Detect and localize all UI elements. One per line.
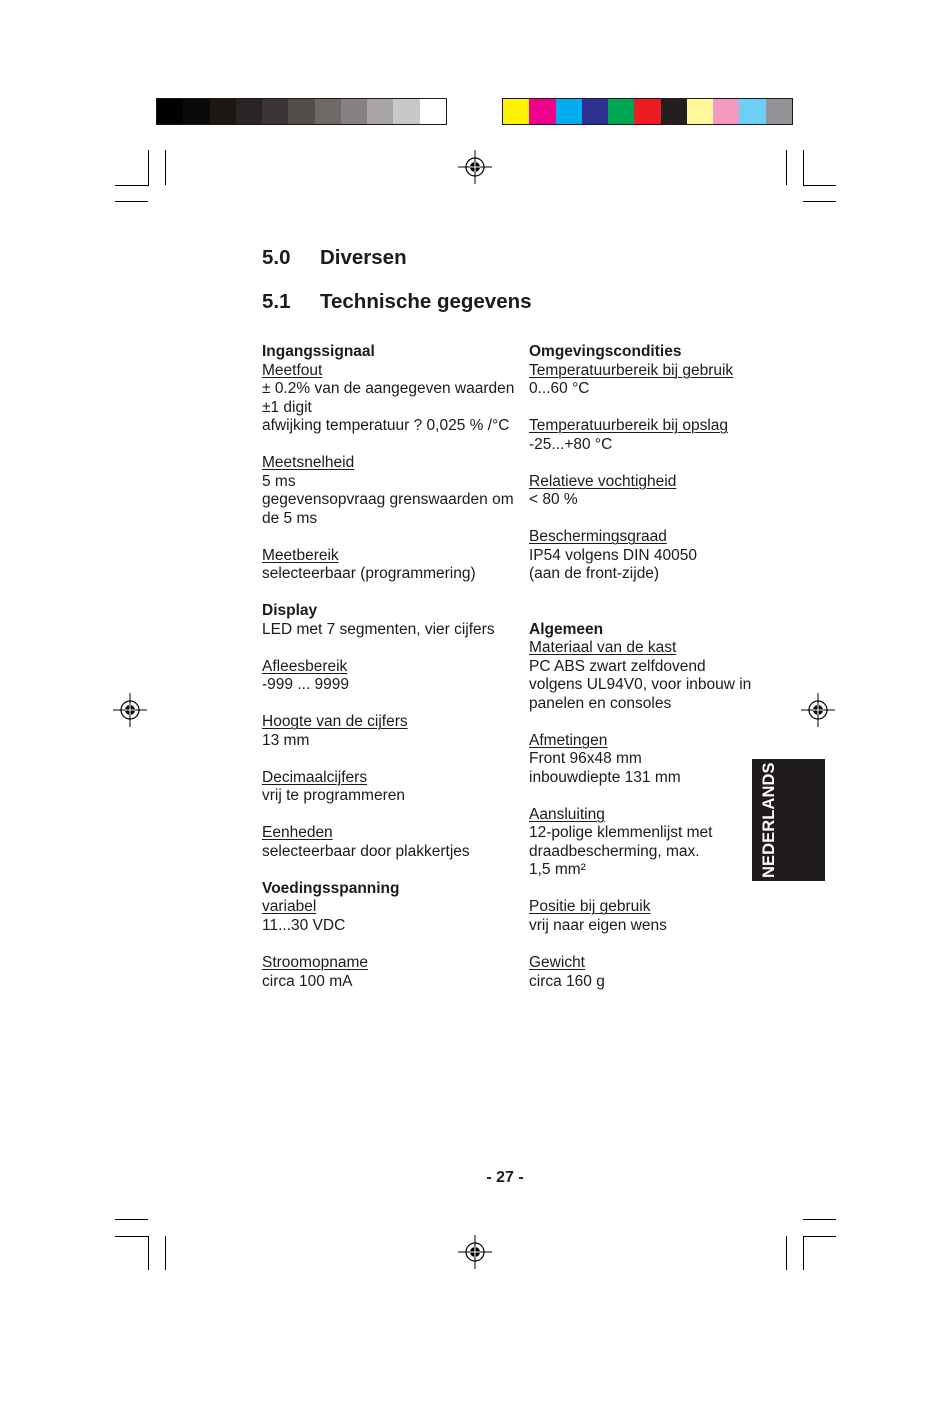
spec-item-afleesbereik [262, 658, 524, 695]
spec-label-temperatuur-opslag: Temperatuurbereik bij opslag [529, 417, 729, 435]
spec-label-stroomopname: Stroomopname [262, 954, 368, 972]
color-swatch [210, 99, 236, 124]
color-swatch [739, 99, 765, 124]
color-swatch [608, 99, 634, 124]
spec-label-hoogte-van-de-cijfers: Hoogte van de cijfers [262, 713, 408, 731]
spec-item-materiaal [529, 639, 751, 713]
spec-label-positie: Positie bij gebruik [529, 898, 651, 916]
right-spec-column [529, 343, 751, 991]
registration-mark-icon [457, 149, 493, 185]
spec-label-materiaal: Materiaal van de kast [529, 639, 677, 657]
spec-item-temperatuur-opslag [529, 417, 751, 454]
crop-mark-bottom-left [115, 1237, 149, 1271]
section-number: 5.0 [262, 246, 291, 269]
spec-item-meetfout [262, 362, 524, 436]
section-title-voedingsspanning: Voedingsspanning [262, 879, 400, 897]
color-swatch [393, 99, 419, 124]
spec-value: inbouwdiepte 131 mm [529, 768, 681, 786]
spec-value: panelen en consoles [529, 694, 672, 712]
spec-item-afmetingen [529, 732, 751, 788]
spec-value: (aan de front-zijde) [529, 565, 660, 583]
section-title-omgevingscondities: Omgevingscondities [529, 343, 682, 360]
spec-label-variabel: variabel [262, 898, 317, 916]
spec-value: de 5 ms [262, 509, 318, 527]
language-tab [752, 759, 825, 881]
spec-label-relatieve-vochtigheid: Relatieve vochtigheid [529, 472, 677, 490]
spec-value: ± 0.2% van de aangegeven waarden [262, 380, 515, 398]
spec-item-temperatuur-gebruik [529, 362, 751, 399]
spec-value: < 80 % [529, 491, 578, 509]
section-title-ingangssignaal: Ingangssignaal [262, 343, 375, 360]
spec-label-temperatuur-gebruik: Temperatuurbereik bij gebruik [529, 361, 734, 379]
left-spec-column [262, 343, 524, 991]
color-swatch [556, 99, 582, 124]
color-swatch [503, 99, 529, 124]
spec-item-eenheden [262, 824, 524, 861]
spec-value: selecteerbaar door plakkertjes [262, 842, 470, 860]
spec-label-afleesbereik: Afleesbereik [262, 657, 348, 675]
spec-label-meetfout: Meetfout [262, 361, 323, 379]
spec-value: IP54 volgens DIN 40050 [529, 546, 698, 564]
spec-value: 5 ms [262, 472, 296, 490]
section-number: 5.1 [262, 290, 291, 313]
language-tab-label: NEDERLANDS [760, 762, 778, 878]
spec-item-meetbereik [262, 547, 524, 584]
spec-item-gewicht [529, 954, 751, 991]
spec-item-stroomopname [262, 954, 524, 991]
crop-mark-bottom-right [804, 1237, 837, 1271]
color-swatch [529, 99, 555, 124]
spec-value: -999 ... 9999 [262, 676, 350, 694]
spec-item-beschermingsgraad [529, 528, 751, 584]
spec-value: LED met 7 segmenten, vier cijfers [262, 620, 495, 638]
section-algemeen [529, 621, 751, 991]
spec-item-display-type [262, 621, 524, 640]
spec-label-aansluiting: Aansluiting [529, 805, 605, 823]
spec-label-afmetingen: Afmetingen [529, 731, 608, 749]
spec-item-decimaalcijfers [262, 769, 524, 806]
spec-value: ±1 digit [262, 398, 312, 416]
section-title: Diversen [320, 246, 407, 269]
spec-item-relatieve-vochtigheid [529, 473, 751, 510]
spec-label-gewicht: Gewicht [529, 954, 585, 972]
registration-mark-icon [457, 1234, 493, 1270]
spec-value: 1,5 mm² [529, 861, 586, 879]
color-swatch [713, 99, 739, 124]
spec-value: selecteerbaar (programmering) [262, 565, 476, 583]
color-swatch [687, 99, 713, 124]
spec-value: draadbescherming, max. [529, 842, 700, 860]
color-swatch [341, 99, 367, 124]
color-swatch [157, 99, 183, 124]
spec-value: Front 96x48 mm [529, 750, 642, 768]
section-display [262, 602, 524, 861]
registration-mark-icon [800, 692, 836, 728]
section-omgevingscondities [529, 343, 751, 584]
spec-value: 13 mm [262, 731, 310, 749]
registration-mark-icon [112, 692, 148, 728]
spec-value: vrij naar eigen wens [529, 917, 667, 934]
spec-value: 12-polige klemmenlijst met [529, 824, 713, 842]
color-swatch [183, 99, 209, 124]
color-swatch [420, 99, 446, 124]
spec-label-beschermingsgraad: Beschermingsgraad [529, 528, 667, 546]
section-voedingsspanning [262, 880, 524, 991]
color-swatch [236, 99, 262, 124]
color-swatch [367, 99, 393, 124]
spec-item-aansluiting [529, 806, 751, 880]
spec-value: circa 160 g [529, 972, 605, 990]
spec-item-positie [529, 898, 751, 935]
color-swatch [582, 99, 608, 124]
gray-scale-calibration-bar [156, 98, 447, 125]
spec-value: volgens UL94V0, voor inbouw in [529, 676, 752, 694]
section-ingangssignaal [262, 343, 524, 584]
spec-value: 0...60 °C [529, 380, 590, 398]
spec-label-decimaalcijfers: Decimaalcijfers [262, 768, 368, 786]
spec-value: 11...30 VDC [262, 916, 346, 934]
spec-value: circa 100 mA [262, 972, 353, 990]
spec-value: -25...+80 °C [529, 435, 613, 453]
spec-value: gegevensopvraag grenswaarden om [262, 491, 514, 509]
spec-label-eenheden: Eenheden [262, 824, 333, 842]
section-title-algemeen: Algemeen [529, 620, 604, 638]
spec-value: afwijking temperatuur ? 0,025 % /°C [262, 417, 510, 435]
color-swatch [634, 99, 660, 124]
color-swatch [288, 99, 314, 124]
color-swatch [766, 99, 792, 124]
color-calibration-bar [502, 98, 793, 125]
color-swatch [315, 99, 341, 124]
section-title-display: Display [262, 602, 318, 620]
spec-label-meetsnelheid: Meetsnelheid [262, 454, 355, 472]
crop-mark-top-right [804, 150, 837, 186]
crop-mark-top-left [115, 150, 149, 186]
section-title: Technische gegevens [320, 290, 532, 313]
spec-item-meetsnelheid [262, 454, 524, 528]
spec-value: vrij te programmeren [262, 787, 405, 805]
color-swatch [661, 99, 687, 124]
spec-item-variabel [262, 898, 524, 935]
page-number: - 27 - [486, 1169, 524, 1186]
spec-item-hoogte-van-de-cijfers [262, 713, 524, 750]
color-swatch [262, 99, 288, 124]
spec-value: PC ABS zwart zelfdovend [529, 657, 706, 675]
spec-label-meetbereik: Meetbereik [262, 546, 339, 564]
